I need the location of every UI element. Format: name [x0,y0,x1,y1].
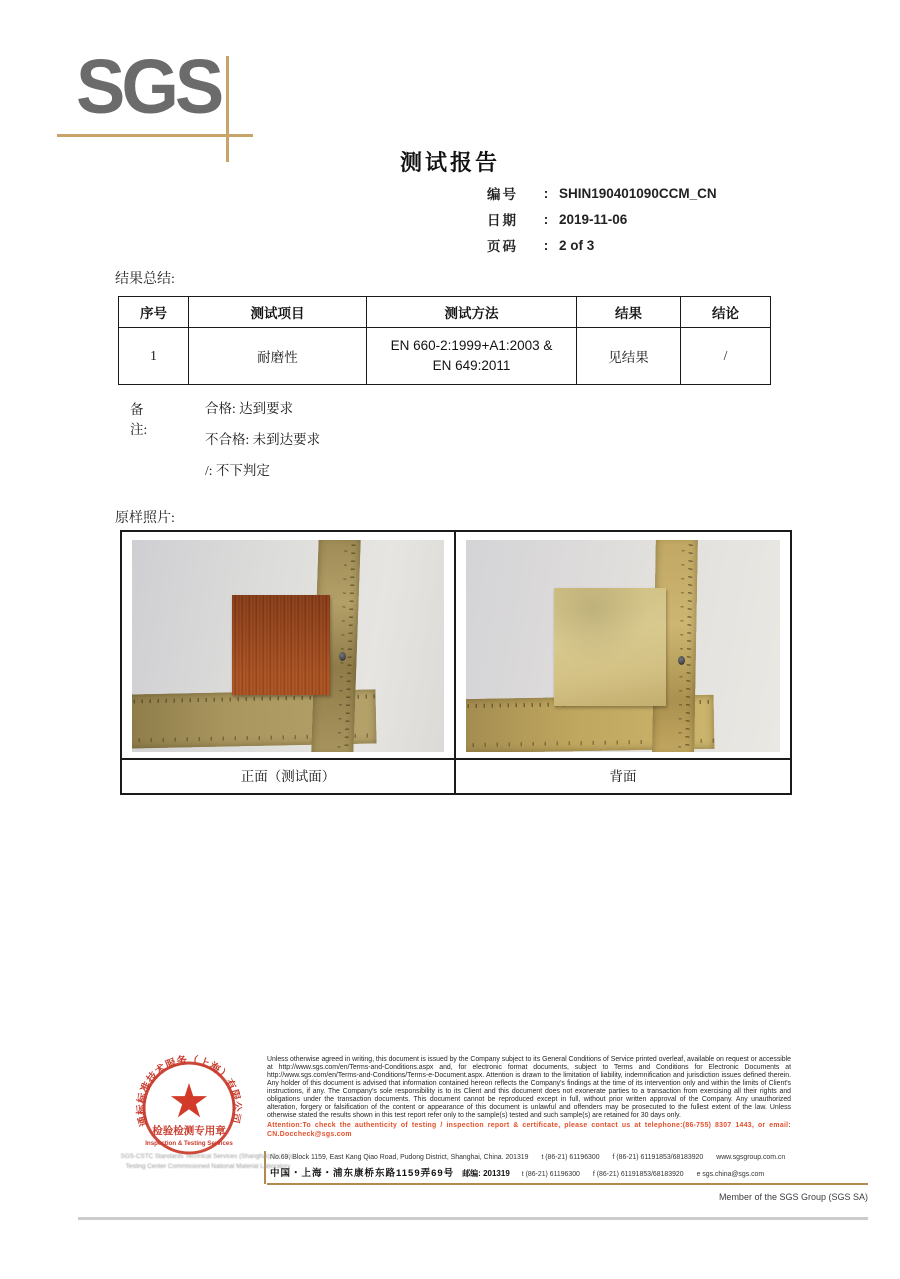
disclaimer-text: Unless otherwise agreed in writing, this document is issued by the Company subject to its General Conditions of Service printed overleaf, available on request or accessible at http://www.sgs.com/en/Terms-and-Conditions.aspx and, for electronic format documents, subject to Terms and Conditions for Electronic Documents at http://www.sgs.com/en/Terms-and-Conditions/Terms-e-Document.aspx. Attention is drawn to the limitation of liability, indemnification and jurisdiction issues defined therein. Any holder of this document is advised that information contained hereon reflects the Company's findings at the time of its intervention only and within the limits of Client's instructions, if any. The Company's sole responsibility is to its Client and this document does not exonerate parties to a transaction from exercising all their rights and obligations under the transaction documents. This document cannot be reproduced except in full, without prior written approval of the Company. Any unauthorized alteration, forgery or falsification of the content or appearance of this document is unlawful and offenders may be prosecuted to the fullest extent of the law. Unless otherwise stated the results shown in this test report refer only to the sample(s) tested and such sample(s) are retained for 30 days only. [267,1056,791,1120]
results-summary-label: 结果总结: [115,272,175,287]
address-chinese [270,1165,870,1179]
sgs-logo: SGS [76,43,221,130]
page-number-value: 2 of 3 [559,237,595,253]
footer-rule-gold [267,1183,868,1185]
photo-cell-front [122,532,456,758]
attention-text: Attention:To check the authenticity of testing / inspection report & certificate, please contact us at telephone:(86-755) 8307 1443, or email: CN.Doccheck@sgs.com [267,1122,791,1138]
address-cn-fax: f (86-21) 61191853/68183920 [592,1171,684,1178]
page-title: 测试报告 [399,150,500,175]
remark-no-judgement: /: 不下判定 [205,463,270,478]
col-header-result: 结果 [577,297,681,328]
meta-page-number [487,232,717,258]
meta-label: 页码 [487,239,518,254]
ruler-ticks [678,540,685,752]
col-header-conclusion: 结论 [681,297,771,328]
address-en-street: No.69, Block 1159, East Kang Qiao Road, Pudong District, Shanghai, China. 201319 [270,1154,529,1161]
address-cn-street: 中国・上海・浦东康桥东路1159弄69号 [270,1168,455,1179]
meta-colon: : [543,237,549,253]
wood-grain-sample [232,595,330,695]
photo-caption-row [122,758,790,793]
seal-title: 检验检测专用章 [152,1125,226,1137]
company-name-en: SGS-CSTC Standards Technical Services (Shanghai) Co., Ltd. [120,1153,296,1160]
col-header-method: 测试方法 [367,297,577,328]
meta-report-number [487,180,717,206]
address-en-web: www.sgsgroup.com.cn [716,1154,786,1161]
table-row [119,328,771,385]
legal-block [267,1056,791,1139]
ruler-hole [339,652,346,661]
remarks-label: 备注: [130,402,148,437]
cell-conclusion: / [681,328,771,385]
address-cn-postcode: 邮编: 201319 [462,1169,510,1178]
ruler-hole [678,656,685,665]
meta-label: 编号 [487,187,518,202]
remarks-lines [205,398,505,491]
meta-colon: : [543,185,549,201]
address-en-tel: t (86-21) 61196300 [541,1154,600,1161]
photo-front-sample [132,540,444,752]
cell-result: 见结果 [577,328,681,385]
photo-row [122,532,790,758]
col-header-no: 序号 [119,297,189,328]
member-line: Member of the SGS Group (SGS SA) [718,1192,868,1202]
sample-photos-label: 原样照片: [115,511,175,526]
meta-label: 日期 [487,213,518,228]
photo-back-sample [466,540,780,752]
cell-no: 1 [119,328,189,385]
footer-rule-gray [78,1217,868,1220]
col-header-item: 测试项目 [189,297,367,328]
red-company-seal [117,1046,262,1196]
ruler-ticks [685,540,693,752]
logo-crosshair-horizontal [57,134,253,137]
caption-front: 正面（测试面） [122,760,456,793]
address-en-fax: f (86-21) 61191853/68183920 [612,1154,704,1161]
seal-arc-text: 通标标准技术服务（上海）有限公司 [135,1054,243,1128]
report-meta [487,180,717,258]
tan-backing-sample [554,588,666,706]
method-line-2: EN 649:2011 [432,358,511,373]
cell-item: 耐磨性 [189,328,367,385]
meta-report-date [487,206,717,232]
remark-fail: 不合格: 未到达要求 [205,432,321,447]
seal-star-icon [171,1083,207,1117]
caption-back: 背面 [609,769,637,784]
photo-cell-back [456,532,790,758]
report-number-value: SHIN190401090CCM_CN [559,185,717,201]
cell-method [367,328,577,385]
results-summary-table [118,296,771,385]
report-date-value: 2019-11-06 [559,211,628,227]
company-name-sub: Testing Center Commissioned National Material Laboratory [125,1163,291,1170]
address-english [270,1154,870,1161]
table-header-row [119,297,771,328]
method-line-1: EN 660-2:1999+A1:2003 & [390,337,553,353]
meta-colon: : [543,211,549,227]
remark-pass: 合格: 达到要求 [205,401,294,416]
address-cn-tel: t (86-21) 61196300 [521,1171,580,1178]
sample-photos-table [120,530,792,795]
seal-subtitle: Inspection & Testing Services [145,1140,233,1147]
address-cn-email: e sgs.china@sgs.com [696,1171,765,1178]
